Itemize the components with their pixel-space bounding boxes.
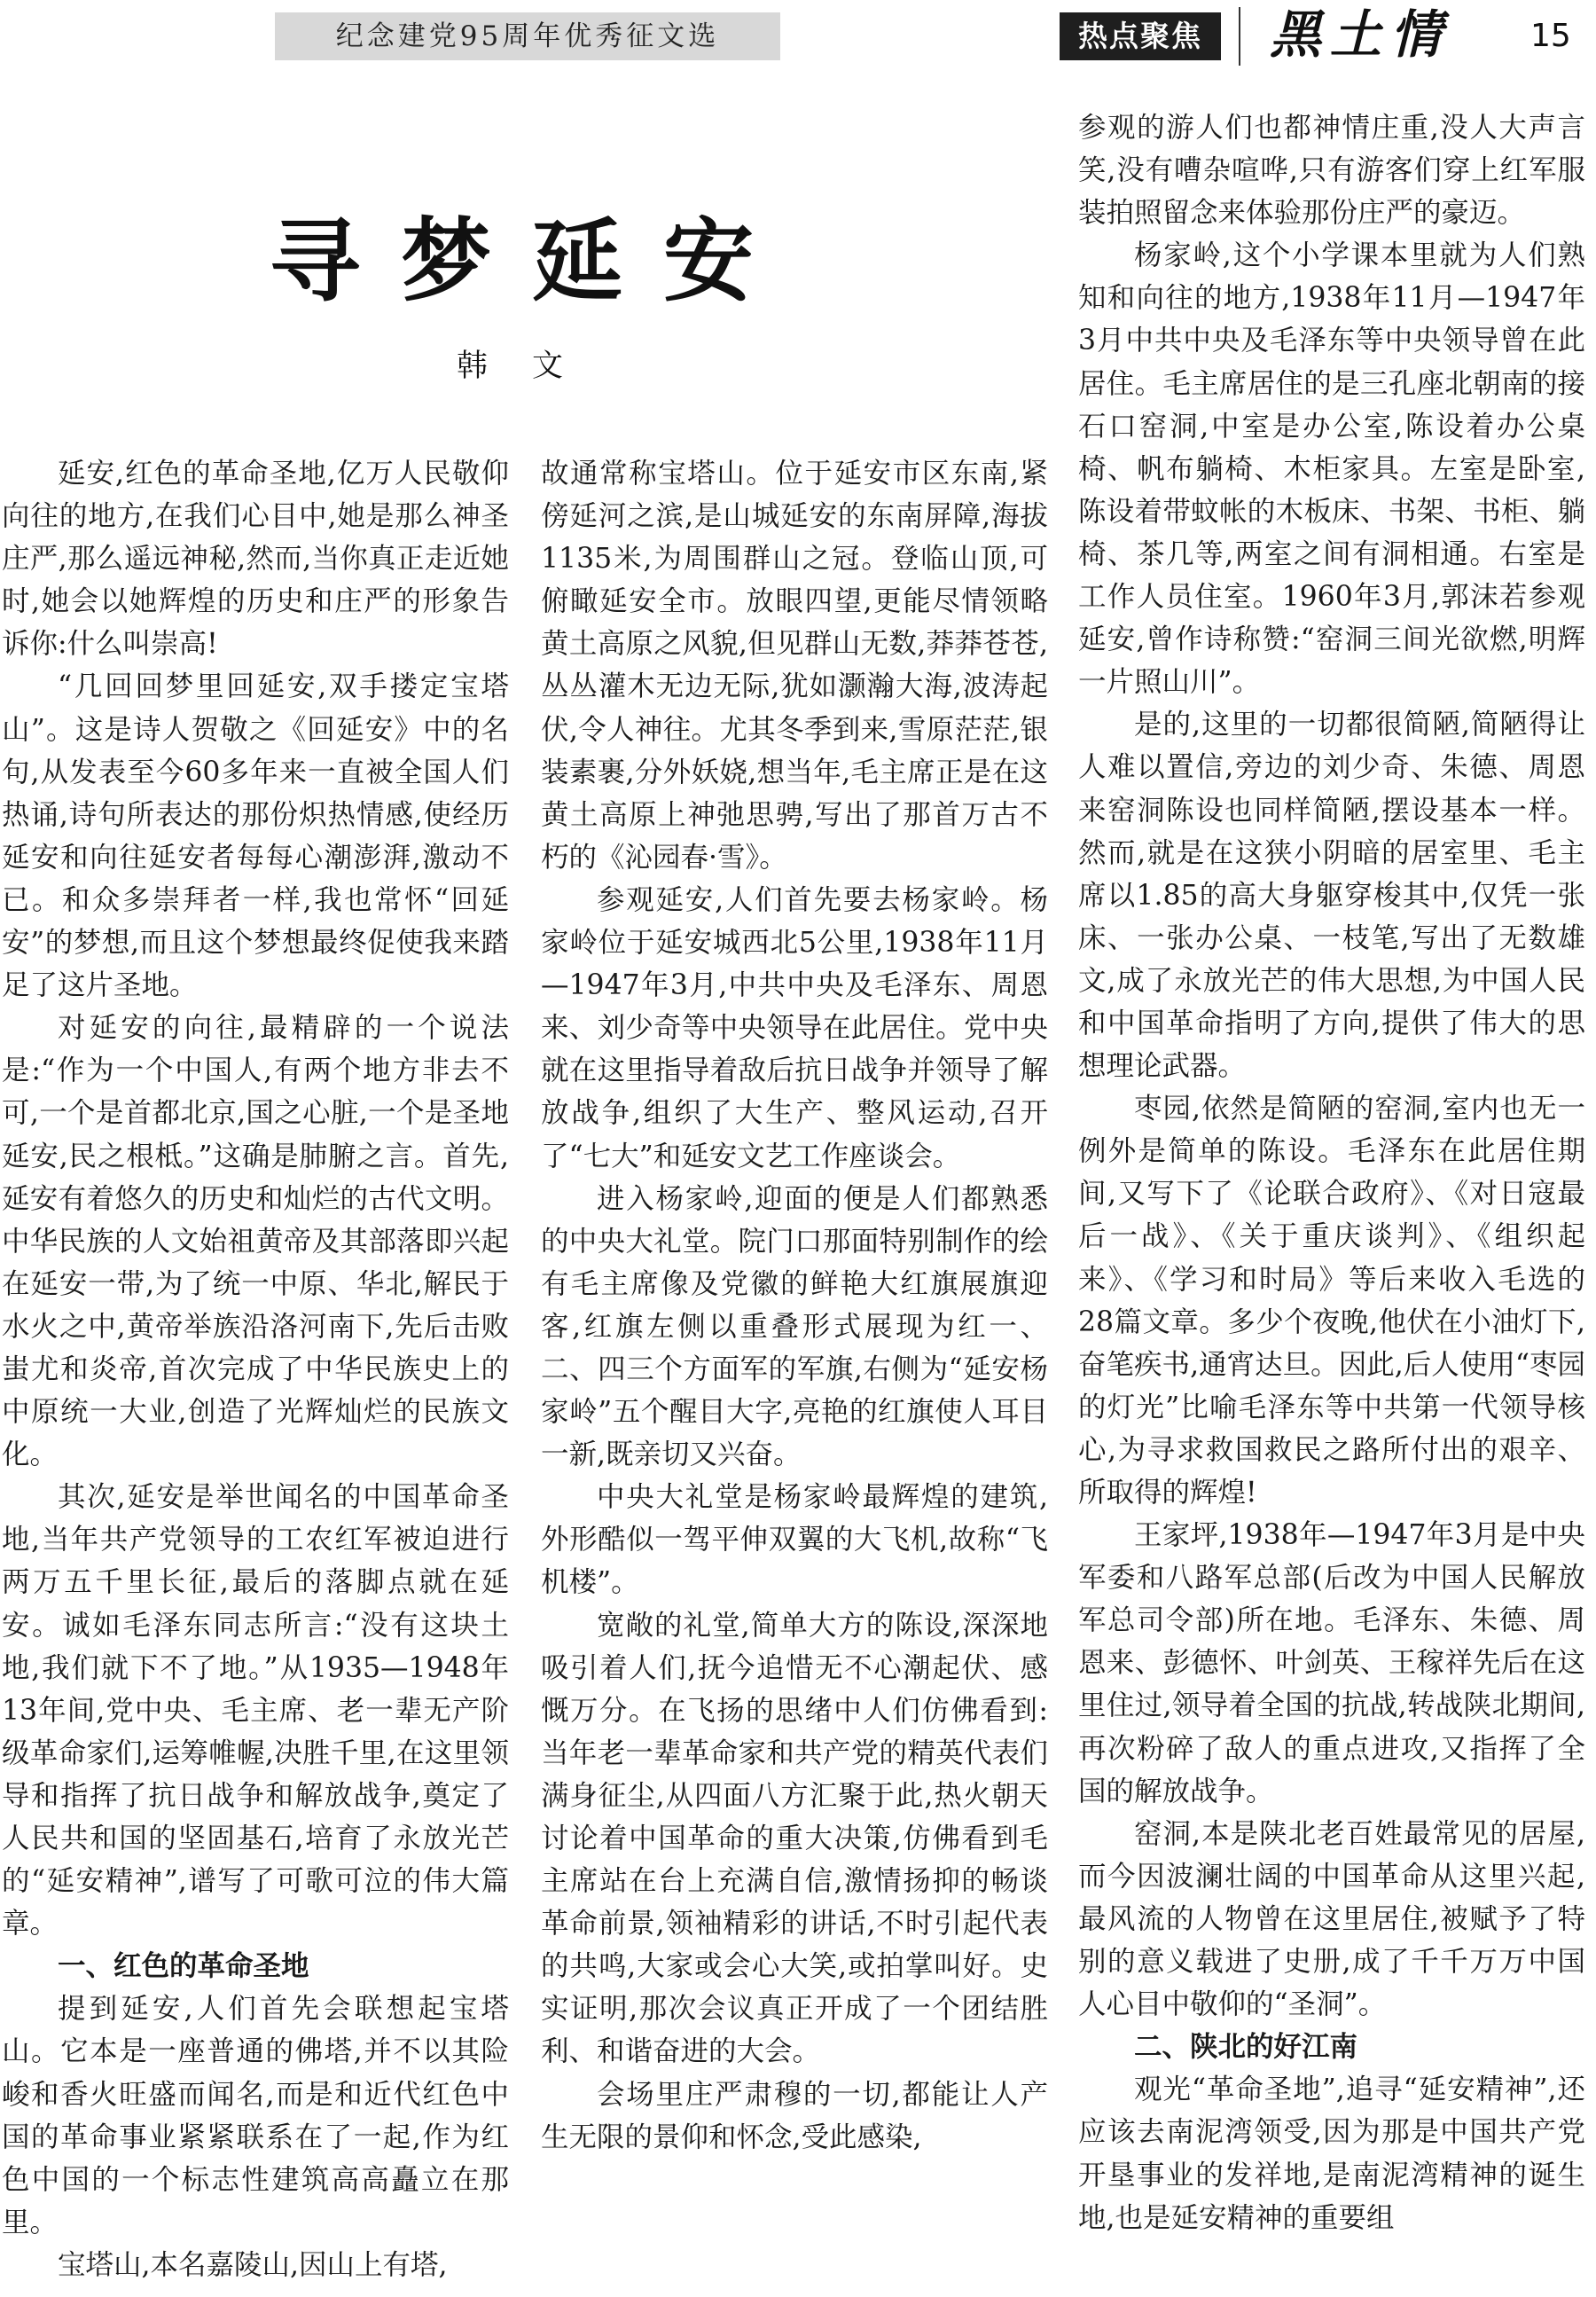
body-paragraph: 其次,延安是举世闻名的中国革命圣地,当年共产党领导的工农红军被迫进行两万五千里长征,最后的落脚点就在延安。诚如毛泽东同志所言:“没有这块土地,我们就下不了地。”从1935—1948年13年间,党中央、毛主席、老一辈无产阶级革命家们,运筹帷幄,决胜千里,在这里领导和指挥了抗日战争和解放战争,奠定了人民共和国的坚固基石,培育了永放光芒的“延安精神”,谱写了可歌可泣的伟大篇章。 — [2, 1481, 509, 1940]
section-label: 热点聚焦 — [1060, 12, 1221, 60]
section-heading: 二、陕北的好江南 — [1134, 2031, 1358, 2064]
body-paragraph: 延安,红色的革命圣地,亿万人民敬仰向往的地方,在我们心目中,她是那么神圣庄严,那么遥远神秘,然而,当你真正走近她时,她会以她辉煌的历史和庄严的形象告诉你:什么叫崇高! — [2, 458, 509, 661]
article-title: 寻梦延安 — [270, 208, 794, 315]
body-paragraph: 王家坪,1938年—1947年3月是中央军委和八路军总部(后改为中国人民解放军总司令部)所在地。毛泽东、朱德、周恩来、彭德怀、叶剑英、王稼祥先后在这里住过,领导着全国的抗战,转战陕北期间,再次粉碎了敌人的重点进攻,又指挥了全国的解放战争。 — [1078, 1519, 1585, 1807]
series-banner: 纪念建党95周年优秀征文选 — [275, 12, 780, 60]
body-paragraph: 参观的游人们也都神情庄重,没人大声言笑,没有嘈杂喧哗,只有游客们穿上红军服装拍照留念来体验那份庄严的豪迈。 — [1078, 112, 1585, 230]
body-paragraph: 是的,这里的一切都很简陋,简陋得让人难以置信,旁边的刘少奇、朱德、周恩来窑洞陈设也同样简陋,摆设基本一样。然而,就是在这狭小阴暗的居室里、毛主席以1.85的高大身躯穿梭其中,仅凭一张床、一张办公桌、一枝笔,写出了无数雄文,成了永放光芒的伟大思想,为中国人民和中国革命指明了方向,提供了伟大的思想理论武器。 — [1078, 709, 1585, 1083]
page-number: 15 — [1530, 18, 1571, 54]
body-paragraph: 进入杨家岭,迎面的便是人们都熟悉的中央大礼堂。院门口那面特别制作的绘有毛主席像及党徽的鲜艳大红旗展旗迎客,红旗左侧以重叠形式展现为红一、二、四三个方面军的军旗,右侧为“延安杨家岭”五个醒目大字,亮艳的红旗使人耳目一新,既亲切又兴奋。 — [541, 1182, 1048, 1471]
body-paragraph: 观光“革命圣地”,追寻“延安精神”,还应该去南泥湾领受,因为那是中国共产党开垦事业的发祥地,是南泥湾精神的诞生地,也是延安精神的重要组 — [1078, 2074, 1585, 2234]
text-column-3 — [1078, 106, 1585, 2297]
body-paragraph: 会场里庄严肃穆的一切,都能让人产生无限的景仰和怀念,受此感染, — [541, 2078, 1048, 2153]
body-paragraph: 对延安的向往,最精辟的一个说法是:“作为一个中国人,有两个地方非去不可,一个是首都北京,国之心脏,一个是圣地延安,民之根柢。”这确是肺腑之言。首先,延安有着悠久的历史和灿烂的古代文明。中华民族的人文始祖黄帝及其部落即兴起在延安一带,为了统一中原、华北,解民于水火之中,黄帝举族沿洛河南下,先后击败蚩尤和炎帝,首次完成了中华民族史上的中原统一大业,创造了光辉灿烂的民族文化。 — [2, 1012, 509, 1471]
article-author: 韩文 — [456, 349, 607, 384]
body-paragraph: 提到延安,人们首先会联想起宝塔山。它本是一座普通的佛塔,并不以其险峻和香火旺盛而闻名,而是和近代红色中国的革命事业紧紧联系在了一起,作为红色中国的一个标志性建筑高高矗立在那里。 — [2, 1993, 509, 2238]
body-paragraph: “几回回梦里回延安,双手搂定宝塔山”。这是诗人贺敬之《回延安》中的名句,从发表至今60多年来一直被全国人们热诵,诗句所表达的那份炽热情感,使经历延安和向往延安者每每心潮澎湃,激动不已。和众多崇拜者一样,我也常怀“回延安”的梦想,而且这个梦想最终促使我来踏足了这片圣地。 — [2, 670, 509, 1002]
section-heading: 一、红色的革命圣地 — [58, 1950, 309, 1983]
body-paragraph: 宝塔山,本名嘉陵山,因山上有塔, — [58, 2248, 448, 2281]
body-paragraph: 宽敞的礼堂,简单大方的陈设,深深地吸引着人们,抚今追惜无不心潮起伏、感慨万分。在飞扬的思绪中人们仿佛看到:当年老一辈革命家和共产党的精英代表们满身征尘,从四面八方汇聚于此,热火朝天讨论着中国革命的重大决策,仿佛看到毛主席站在台上充满自信,激情扬抑的畅谈革命前景,领袖精彩的讲话,不时引起代表的共鸣,大家或会心大笑,或拍掌叫好。史实证明,那次会议真正开成了一个团结胜利、和谐奋进的大会。 — [541, 1609, 1048, 2068]
body-paragraph: 枣园,依然是简陋的窑洞,室内也无一例外是简单的陈设。毛泽东在此居住期间,又写下了《论联合政府》、《对日寇最后一战》、《关于重庆谈判》、《组织起来》、《学习和时局》等后来收入毛选的28篇文章。多少个夜晚,他伏在小油灯下,奋笔疾书,通宵达旦。因此,后人使用“枣园的灯光”比喻毛泽东等中共第一代领导核心,为寻求救国救民之路所付出的艰辛、所取得的辉煌! — [1078, 1093, 1585, 1509]
text-column-1 — [2, 452, 509, 2297]
magazine-logo: 黑土情 — [1270, 4, 1451, 65]
body-paragraph: 窑洞,本是陕北老百姓最常见的居屋,而今因波澜壮阔的中国革命从这里兴起,最风流的人物曾在这里居住,被赋予了特别的意义载进了史册,成了千千万万中国人心目中敬仰的“圣洞”。 — [1078, 1817, 1585, 2021]
text-column-2 — [541, 452, 1048, 2297]
body-paragraph: 中央大礼堂是杨家岭最辉煌的建筑,外形酷似一驾平伸双翼的大飞机,故称“飞机楼”。 — [541, 1481, 1048, 1599]
body-paragraph: 杨家岭,这个小学课本里就为人们熟知和向往的地方,1938年11月—1947年3月中共中央及毛泽东等中央领导曾在此居住。毛主席居住的是三孔座北朝南的接石口窑洞,中室是办公室,陈设着办公桌椅、帆布躺椅、木柜家具。左室是卧室,陈设着带蚊帐的木板床、书架、书柜、躺椅、茶几等,两室之间有洞相通。右室是工作人员住室。1960年3月,郭沫若参观延安,曾作诗称赞:“窑洞三间光欲燃,明辉一片照山川”。 — [1078, 239, 1585, 699]
header-divider — [1239, 7, 1240, 66]
page-header — [0, 0, 1596, 71]
body-paragraph: 故通常称宝塔山。位于延安市区东南,紧傍延河之滨,是山城延安的东南屏障,海拔1135米,为周围群山之冠。登临山顶,可俯瞰延安全市。放眼四望,更能尽情领略黄土高原之风貌,但见群山无数,莽莽苍苍,丛丛灌木无边无际,犹如灏瀚大海,波涛起伏,令人神往。尤其冬季到来,雪原茫茫,银装素裹,分外妖娆,想当年,毛主席正是在这黄土高原上神弛思骋,写出了那首万古不朽的《沁园春·雪》。 — [541, 458, 1048, 874]
body-paragraph: 参观延安,人们首先要去杨家岭。杨家岭位于延安城西北5公里,1938年11月—1947年3月,中共中央及毛泽东、周恩来、刘少奇等中央领导在此居住。党中央就在这里指导着敌后抗日战争并领导了解放战争,组织了大生产、整风运动,召开了“七大”和延安文艺工作座谈会。 — [541, 883, 1048, 1172]
